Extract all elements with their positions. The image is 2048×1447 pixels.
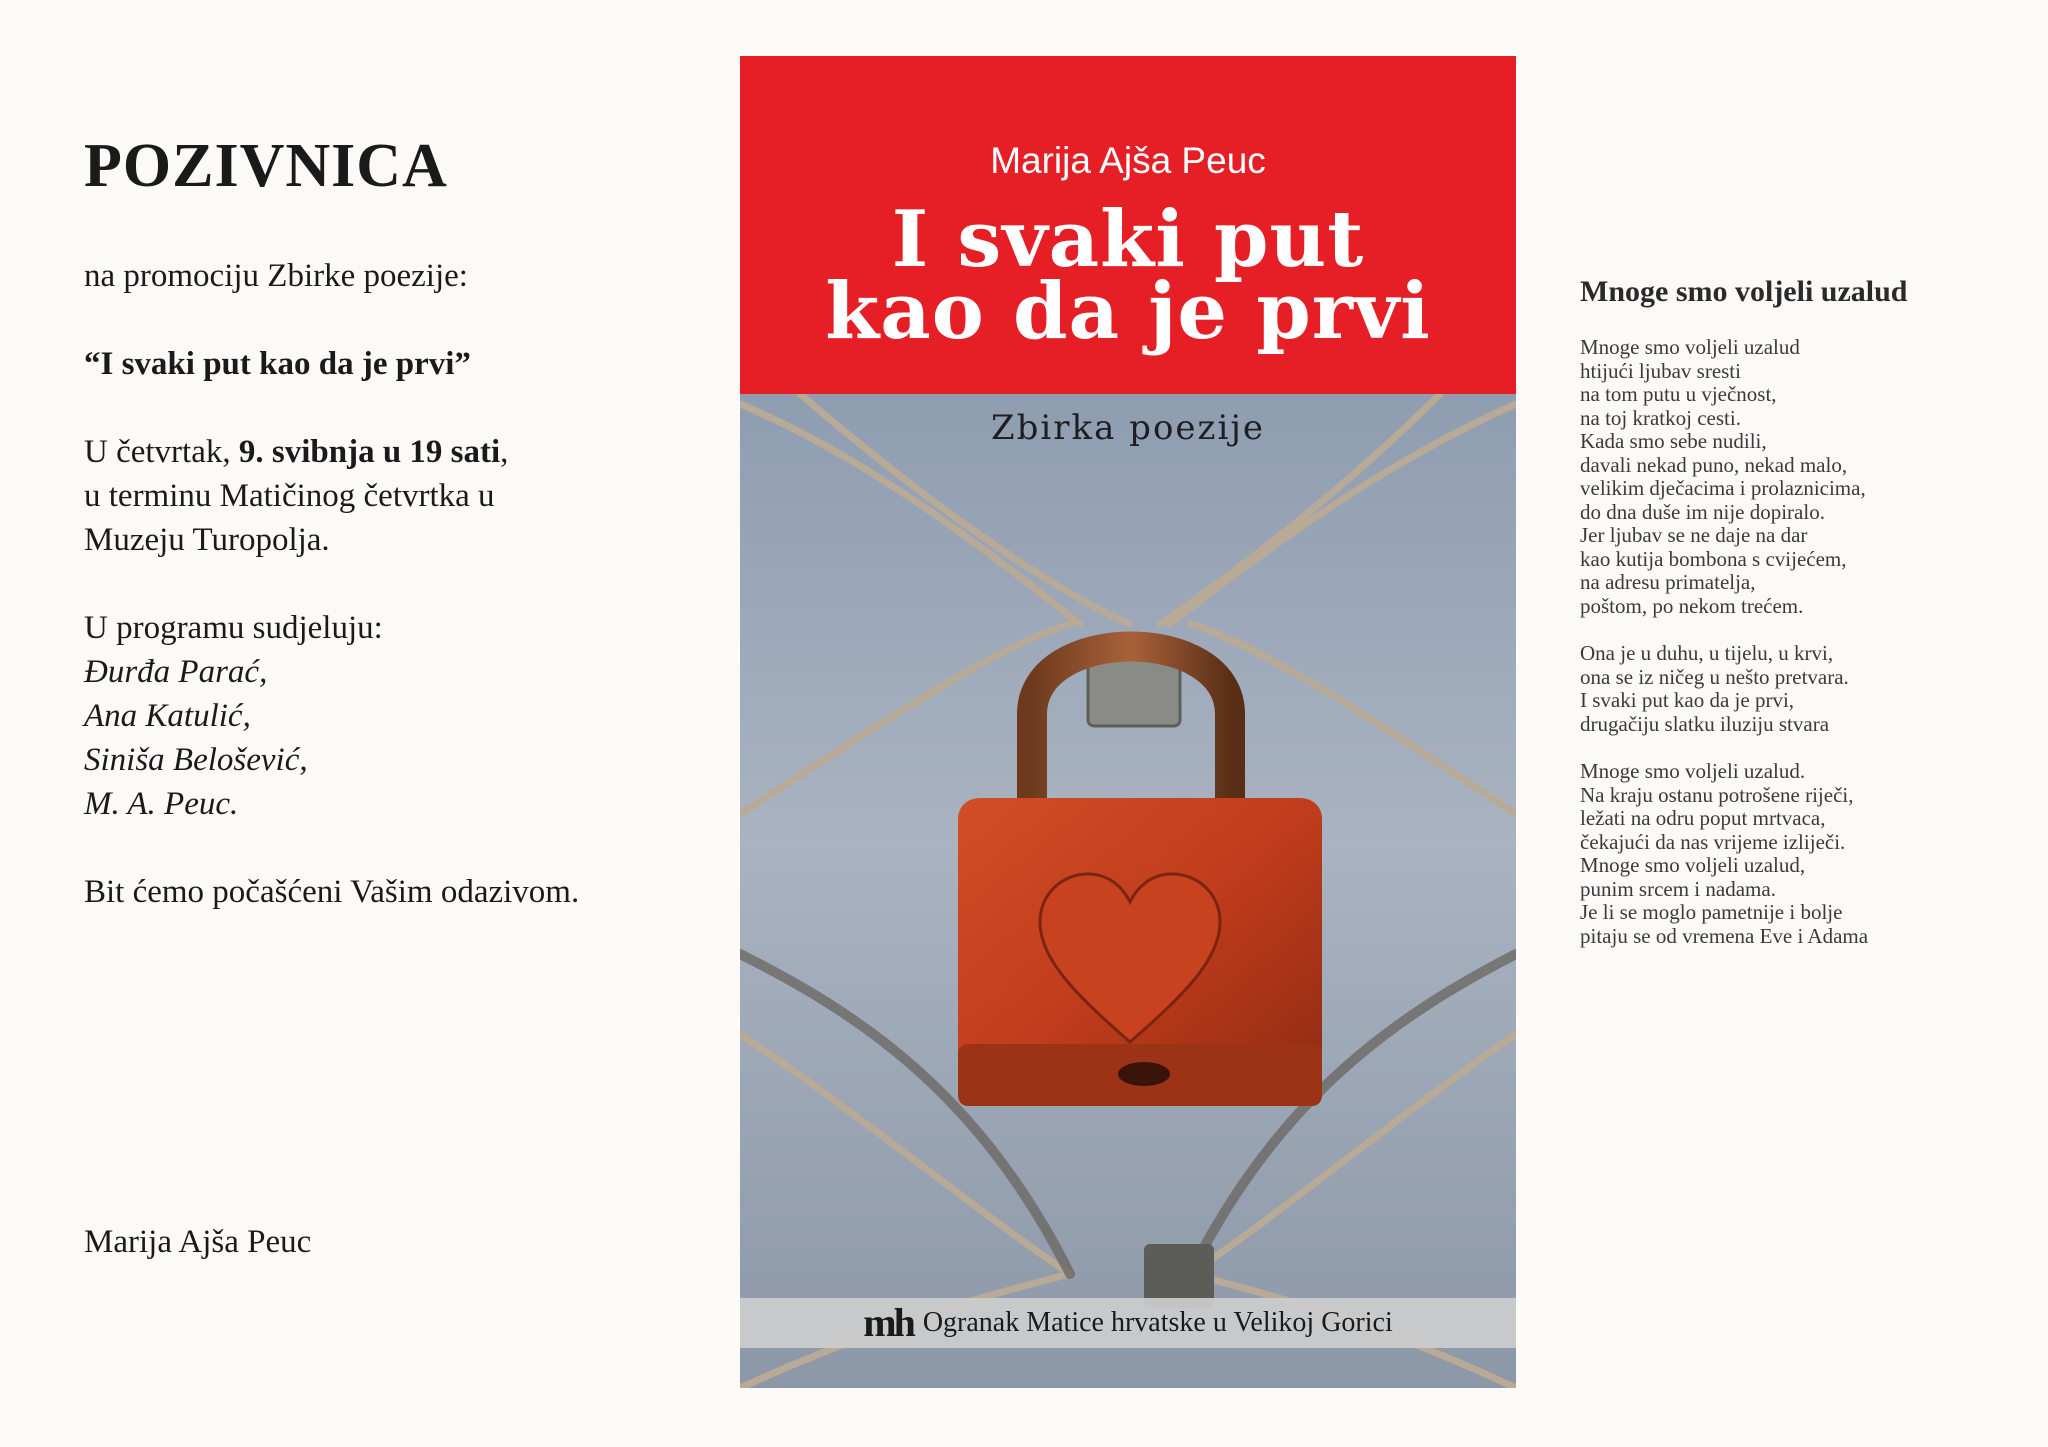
participant: Đurđa Parać, xyxy=(84,654,268,690)
invitation-intro: na promociju Zbirke poezije: xyxy=(84,258,468,294)
poem-line: Je li se moglo pametnije i bolje xyxy=(1580,900,1843,924)
poem-line: Kada smo sebe nudili, xyxy=(1580,429,1767,453)
participant: M. A. Peuc. xyxy=(84,786,239,822)
keyhole xyxy=(1118,1062,1170,1086)
poem-line: čekajući da nas vrijeme izliječi. xyxy=(1580,829,1846,854)
date-prefix: U četvrtak, xyxy=(84,434,239,470)
poem-stanza xyxy=(1580,642,2000,736)
padlock-photo xyxy=(740,394,1516,1388)
poem-stanza xyxy=(1580,760,2000,948)
poem-line: davali nekad puno, nekad malo, xyxy=(1580,452,1848,477)
poem-stanza xyxy=(1580,336,2000,618)
poem-line: na adresu primatelja, xyxy=(1580,570,1756,594)
poem-line: Mnoge smo voljeli uzalud, xyxy=(1580,853,1806,877)
poem-line: ležati na odru poput mrtvaca, xyxy=(1580,806,1826,830)
venue-line-2: Muzeju Turopolja. xyxy=(84,522,330,558)
poem-line: kao kutija bombona s cvijećem, xyxy=(1580,546,1847,571)
date-suffix: , xyxy=(500,434,509,470)
program-heading: U programu sudjeluju: xyxy=(84,610,383,646)
poem-line: punim srcem i nadama. xyxy=(1580,876,1776,901)
poem-line: Mnoge smo voljeli uzalud xyxy=(1580,335,1800,359)
poem-line: Mnoge smo voljeli uzalud. xyxy=(1580,759,1806,783)
date-time: 9. svibnja u 19 sati xyxy=(238,434,501,470)
poem-line: Jer ljubav se ne daje na dar xyxy=(1580,523,1808,547)
poem-line: poštom, po nekom trećem. xyxy=(1580,593,1804,618)
book-cover xyxy=(740,56,1516,1388)
publisher-bar xyxy=(740,1298,1516,1348)
participant: Siniša Belošević, xyxy=(84,742,308,778)
cover-title-line-2: kao da je prvi xyxy=(825,266,1431,357)
invitation-text xyxy=(84,130,704,914)
poem-line: Ona je u duhu, u tijelu, u krvi, xyxy=(1580,641,1834,665)
poem-line: na toj kratkoj cesti. xyxy=(1580,405,1741,430)
poem-line: Na kraju ostanu potrošene riječi, xyxy=(1580,782,1854,807)
poem-stanzas xyxy=(1580,336,2000,948)
closing-line: Bit ćemo počašćeni Vašim odazivom. xyxy=(84,874,580,910)
cover-header xyxy=(740,56,1516,394)
poem-line: do dna duše im nije dopiralo. xyxy=(1580,499,1825,524)
participant: Ana Katulić, xyxy=(84,698,251,734)
poem-line: htijući ljubav sresti xyxy=(1580,358,1741,383)
poem-line: I svaki put kao da je prvi, xyxy=(1580,688,1795,712)
book-quote: “I svaki put kao da je prvi” xyxy=(84,346,471,382)
publisher-logo-icon: mh xyxy=(863,1300,913,1345)
poem-line: ona se iz ničeg u nešto pretvara. xyxy=(1580,664,1849,689)
cover-title-line-1: I svaki put xyxy=(891,194,1365,285)
cover-subtitle: Zbirka poezije xyxy=(990,408,1265,448)
venue-line-1: u terminu Matičinog četvrtka u xyxy=(84,478,495,514)
poem-line: velikim dječacima i prolaznicima, xyxy=(1580,476,1866,500)
cover-title xyxy=(740,194,1516,357)
signature: Marija Ajša Peuc xyxy=(84,1224,312,1260)
cover-author: Marija Ajša Peuc xyxy=(990,140,1266,181)
poem-title: Mnoge smo voljeli uzalud xyxy=(1580,275,1908,308)
poem xyxy=(1580,272,2000,972)
invitation-title: POZIVNICA xyxy=(84,132,448,200)
poem-line: drugačiju slatku iluziju stvara xyxy=(1580,711,1830,736)
poem-line: na tom putu u vječnost, xyxy=(1580,382,1777,406)
event-date xyxy=(84,430,704,474)
publisher-name: Ogranak Matice hrvatske u Velikoj Gorici xyxy=(922,1307,1393,1338)
poem-line: pitaju se od vremena Eve i Adama xyxy=(1580,923,1869,948)
